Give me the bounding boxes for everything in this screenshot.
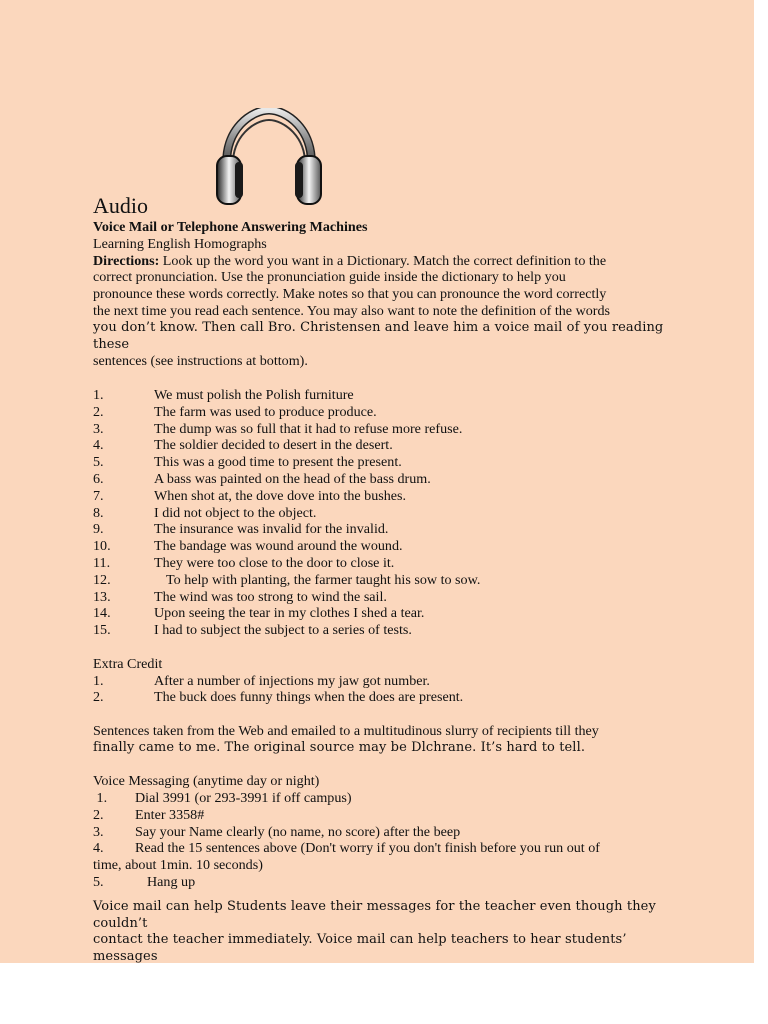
list-item: 3. The dump was so full that it had to refuse more refuse.: [93, 420, 463, 437]
directions-line: Look up the word you want in a Dictionary. Match the correct definition to the: [159, 252, 607, 269]
list-item: 1. After a number of injections my jaw got number.: [93, 672, 430, 689]
list-item: 13. The wind was too strong to wind the sail.: [93, 588, 387, 605]
list-item: 12. To help with planting, the farmer taught his sow to sow.: [93, 571, 481, 588]
list-item: 2. Enter 3358#: [93, 806, 205, 823]
list-item: 3. Say your Name clearly (no name, no score) after the beep: [93, 823, 461, 840]
page-subtitle: Voice Mail or Telephone Answering Machines: [93, 219, 368, 235]
list-item: 10. The bandage was wound around the wound.: [93, 538, 403, 555]
list-item: 6. A bass was painted on the head of the bass drum.: [93, 470, 431, 487]
list-item: 1. Dial 3991 (or 293-3991 if off campus): [93, 790, 352, 807]
document-body: [93, 193, 668, 966]
list-item: 14. Upon seeing the tear in my clothes I shed a tear.: [93, 605, 425, 622]
directions-line: sentences (see instructions at bottom).: [93, 353, 308, 370]
list-item: 4. Read the 15 sentences above (Don't worry if you don't finish before you run out of: [93, 840, 600, 857]
directions-label: Directions:: [93, 252, 160, 269]
list-item: 8. I did not object to the object.: [93, 504, 317, 521]
list-item: 2. The buck does funny things when the does are present.: [93, 689, 464, 706]
voice-messaging-steps: [93, 790, 668, 891]
directions-line: you don’t know. Then call Bro. Christensen and leave him a voice mail of you reading these: [93, 319, 664, 352]
list-item: 5. This was a good time to present the present.: [93, 454, 402, 471]
directions-line: pronounce these words correctly. Make notes so that you can pronounce the word correctly: [93, 286, 607, 303]
topic-line: Learning English Homographs: [93, 235, 267, 252]
list-item: 2. The farm was used to produce produce.: [93, 403, 377, 420]
list-item: 5. Hang up: [93, 874, 196, 891]
list-item: 15. I had to subject the subject to a series of tests.: [93, 622, 412, 639]
closing-paragraph: Voice mail can help Students leave their messages for the teacher even though they couldn’t contact the teacher immediately. Voice mail can help teachers to hear students’ messages: [93, 898, 656, 965]
list-item: 9. The insurance was invalid for the invalid.: [93, 521, 389, 538]
directions-line: correct pronunciation. Use the pronunciation guide inside the dictionary to help you: [93, 269, 566, 286]
source-note: Sentences taken from the Web and emailed to a multitudinous slurry of recipients till they finally came to me. The original source may be Dlchrane. It’s hard to tell.: [93, 722, 599, 755]
page-title: Audio: [93, 193, 148, 218]
extra-credit-heading: Extra Credit: [93, 655, 163, 672]
extra-credit-list: [93, 673, 668, 707]
list-item: time, about 1min. 10 seconds): [93, 857, 263, 874]
voice-messaging-heading: Voice Messaging (anytime day or night): [93, 773, 320, 790]
directions-line: the next time you read each sentence. You may also want to note the definition of the words: [93, 302, 611, 319]
directions-paragraph: [93, 253, 668, 371]
sentence-list: [93, 387, 668, 639]
list-item: 4. The soldier decided to desert in the desert.: [93, 437, 393, 454]
list-item: 7. When shot at, the dove dove into the bushes.: [93, 487, 407, 504]
list-item: 11. They were too close to the door to close it.: [93, 554, 395, 571]
list-item: 1. We must polish the Polish furniture: [93, 386, 354, 403]
